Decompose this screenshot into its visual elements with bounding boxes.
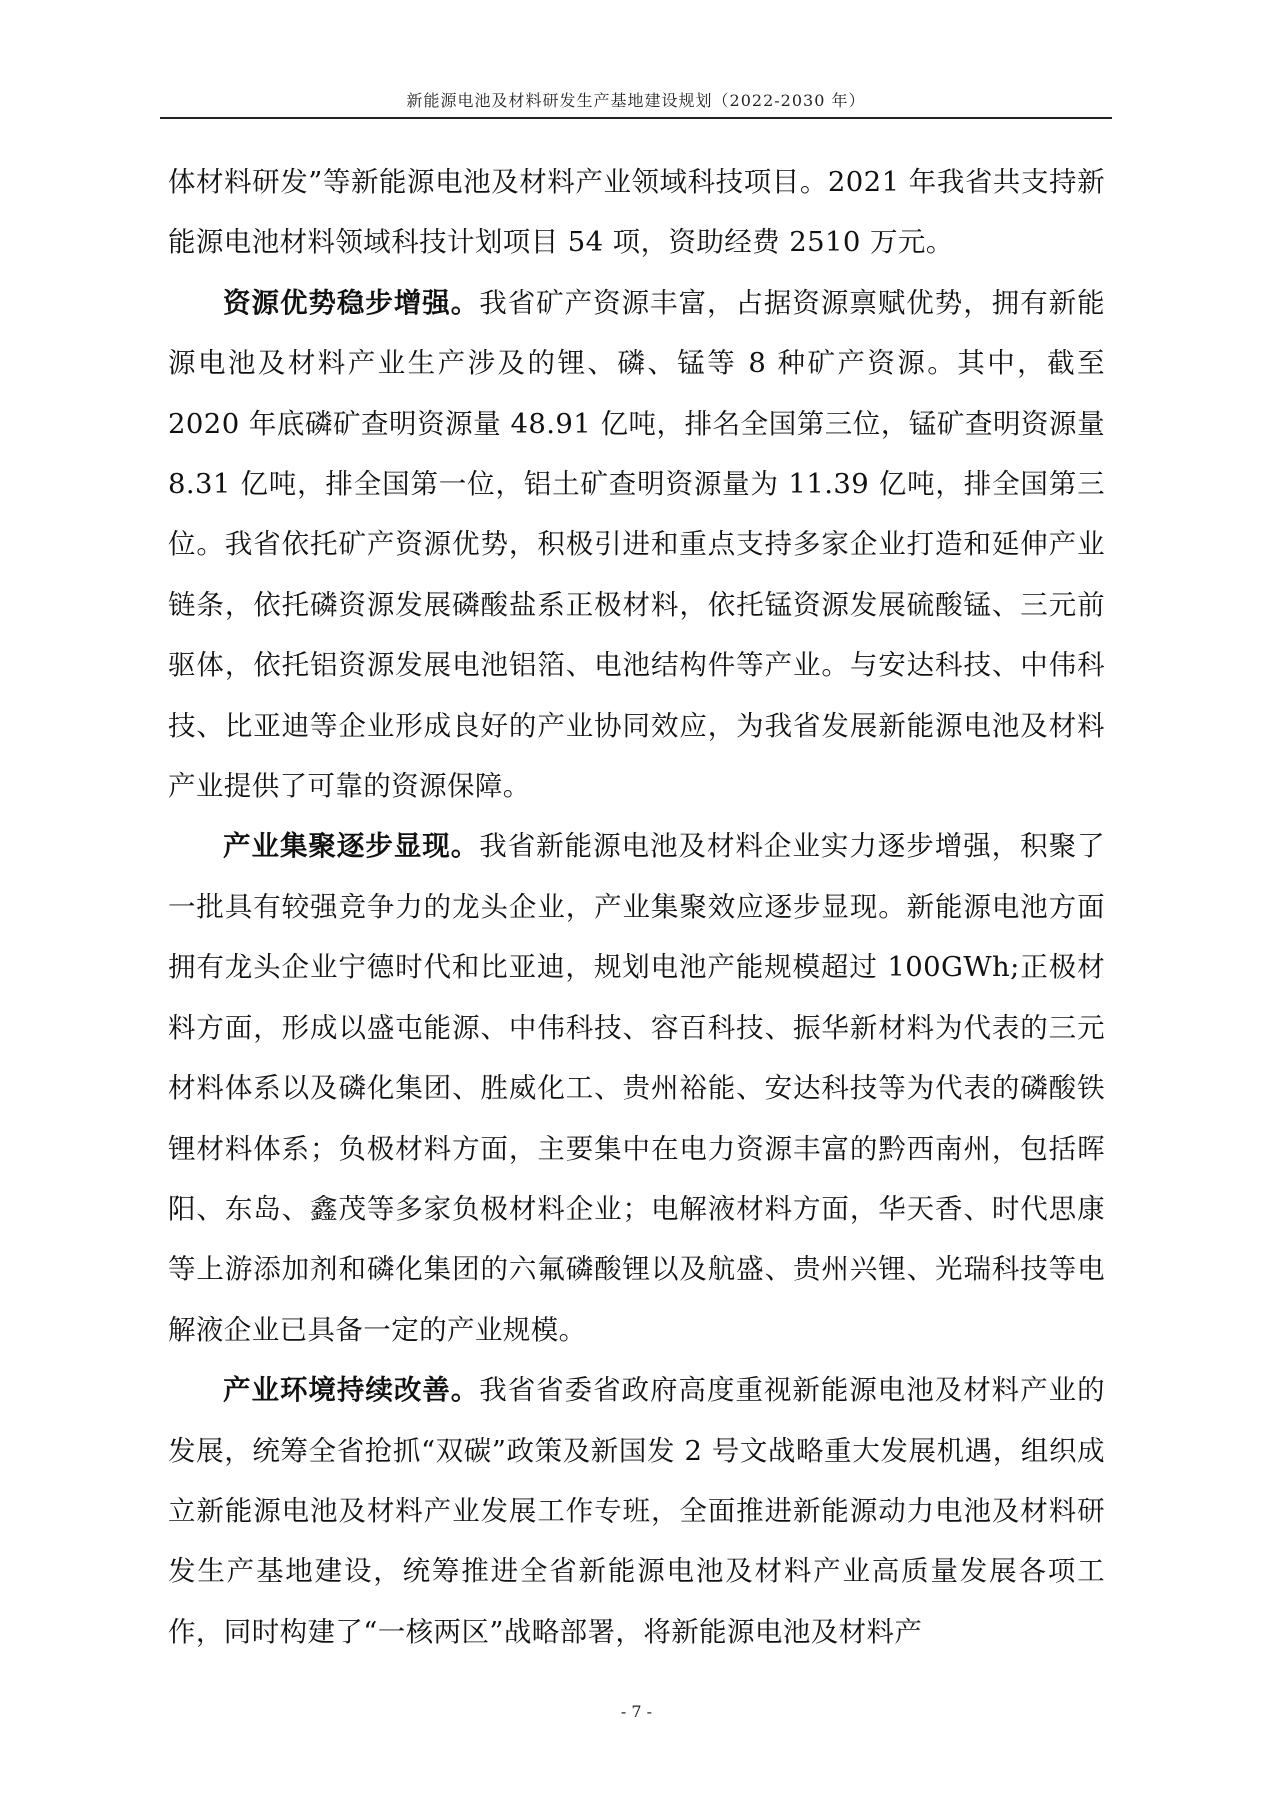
header-divider: [160, 117, 1112, 119]
paragraph-continuation: [168, 152, 1105, 273]
paragraph-text: 我省矿产资源丰富，占据资源禀赋优势，拥有新能源电池及材料产业生产涉及的锂、磷、锰等 8 种矿产资源。其中，截至2020 年底磷矿查明资源量 48.91 亿吨，排名全国第三位，锰矿查明资源量 8.31 亿吨，排全国第一位，铝土矿查明资源量为 11.39 亿吨，排全国第三位。我省依托矿产资源优势，积极引进和重点支持多家企业打造和延伸产业链条，依托磷资源发展磷酸盐系正极材料，依托锰资源发展硫酸锰、三元前驱体，依托铝资源发展电池铝箔、电池结构件等产业。与安达科技、中伟科技、比亚迪等企业形成良好的产业协同效应，为我省发展新能源电池及材料产业提供了可靠的资源保障。: [168, 286, 1105, 803]
paragraph-lead-heading: 产业集聚逐步显现。: [223, 830, 480, 863]
paragraph-text: 我省新能源电池及材料企业实力逐步增强，积聚了一批具有较强竞争力的龙头企业，产业集聚效应逐步显现。新能源电池方面拥有龙头企业宁德时代和比亚迪，规划电池产能规模超过 100GWh;正极材料方面，形成以盛屯能源、中伟科技、容百科技、振华新材料为代表的三元材料体系以及磷化集团、胜威化工、贵州裕能、安达科技等为代表的磷酸铁锂材料体系；负极材料方面，主要集中在电力资源丰富的黔西南州，包括晖阳、东岛、鑫茂等多家负极材料企业；电解液材料方面，华天香、时代思康等上游添加剂和磷化集团的六氟磷酸锂以及航盛、贵州兴锂、光瑞科技等电解液企业已具备一定的产业规模。: [168, 830, 1105, 1346]
page-header-title: 新能源电池及材料研发生产基地建设规划（2022-2030 年）: [406, 91, 866, 110]
paragraph-industry-cluster: [168, 816, 1105, 1360]
paragraph-resource-advantage: [168, 273, 1105, 817]
document-body: [168, 152, 1105, 1662]
paragraph-lead-heading: 资源优势稳步增强。: [223, 286, 480, 319]
paragraph-lead-heading: 产业环境持续改善。: [223, 1374, 480, 1407]
paragraph-text: 体材料研发”等新能源电池及材料产业领域科技项目。2021 年我省共支持新能源电池材料领域科技计划项目 54 项，资助经费 2510 万元。: [168, 166, 1105, 259]
page-number: - 7 -: [620, 1702, 653, 1721]
paragraph-industry-environment: [168, 1360, 1105, 1662]
paragraph-text: 我省省委省政府高度重视新能源电池及材料产业的发展，统筹全省抢抓“双碳”政策及新国发 2 号文战略重大发展机遇，组织成立新能源电池及材料产业发展工作专班，全面推进新能源动力电池及材料研发生产基地建设，统筹推进全省新能源电池及材料产业高质量发展各项工作，同时构建了“一核两区”战略部署，将新能源电池及材料产: [168, 1374, 1105, 1648]
